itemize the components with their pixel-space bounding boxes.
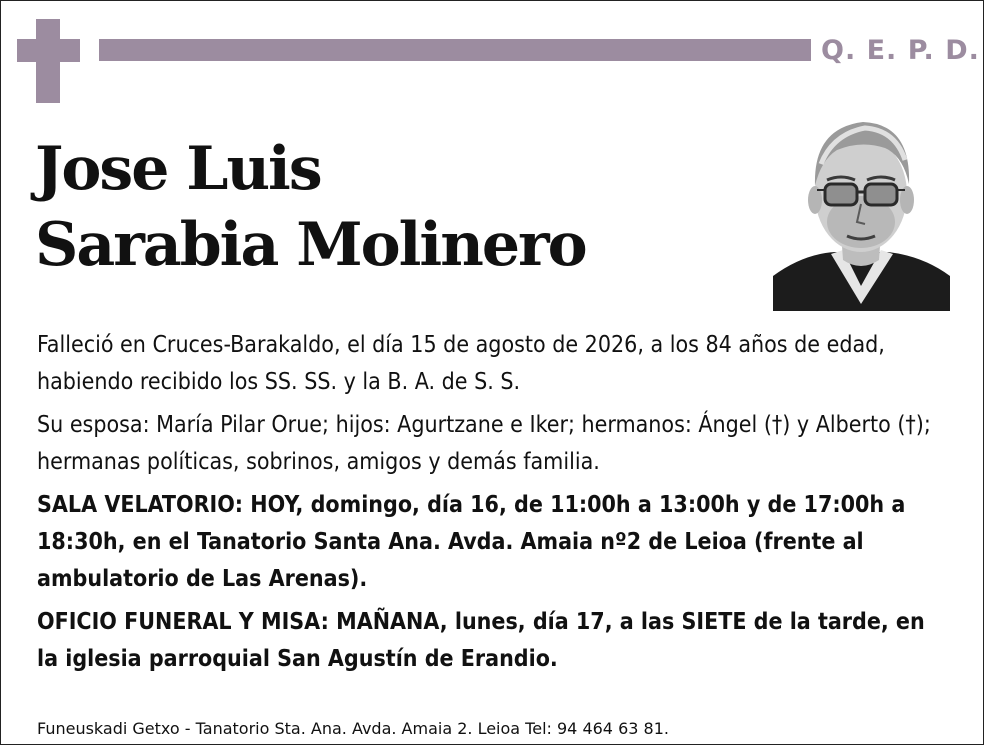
name-line-2: Sarabia Molinero: [35, 210, 586, 280]
funeral-home-footer: Funeuskadi Getxo - Tanatorio Sta. Ana. Avda. Amaia 2. Leioa Tel: 94 464 63 81.: [37, 719, 669, 738]
qepd-label: Q. E. P. D.: [821, 35, 980, 66]
cross-horizontal: [17, 39, 80, 62]
funeral-paragraph: OFICIO FUNERAL Y MISA: MAÑANA, lunes, día 17, a las SIETE de la tarde, en la iglesia parroquial San Agustín de Erandio.: [37, 609, 925, 672]
obituary-text: [37, 327, 952, 684]
deceased-name: [35, 131, 586, 283]
family-paragraph: Su esposa: María Pilar Orue; hijos: Agurtzane e Iker; hermanos: Ángel (†) y Alberto (†); hermanas políticas, sobrinos, amigos y demás familia.: [37, 412, 931, 475]
portrait-photo: [773, 104, 950, 311]
header-bar: [99, 39, 811, 61]
name-line-1: Jose Luis: [35, 134, 321, 204]
death-paragraph: Falleció en Cruces-Barakaldo, el día 15 de agosto de 2026, a los 84 años de edad, habiendo recibido los SS. SS. y la B. A. de S. S.: [37, 332, 885, 395]
wake-paragraph: SALA VELATORIO: HOY, domingo, día 16, de 11:00h a 13:00h y de 17:00h a 18:30h, en el Tanatorio Santa Ana. Avda. Amaia nº2 de Leioa (frente al ambulatorio de Las Arenas).: [37, 492, 906, 592]
